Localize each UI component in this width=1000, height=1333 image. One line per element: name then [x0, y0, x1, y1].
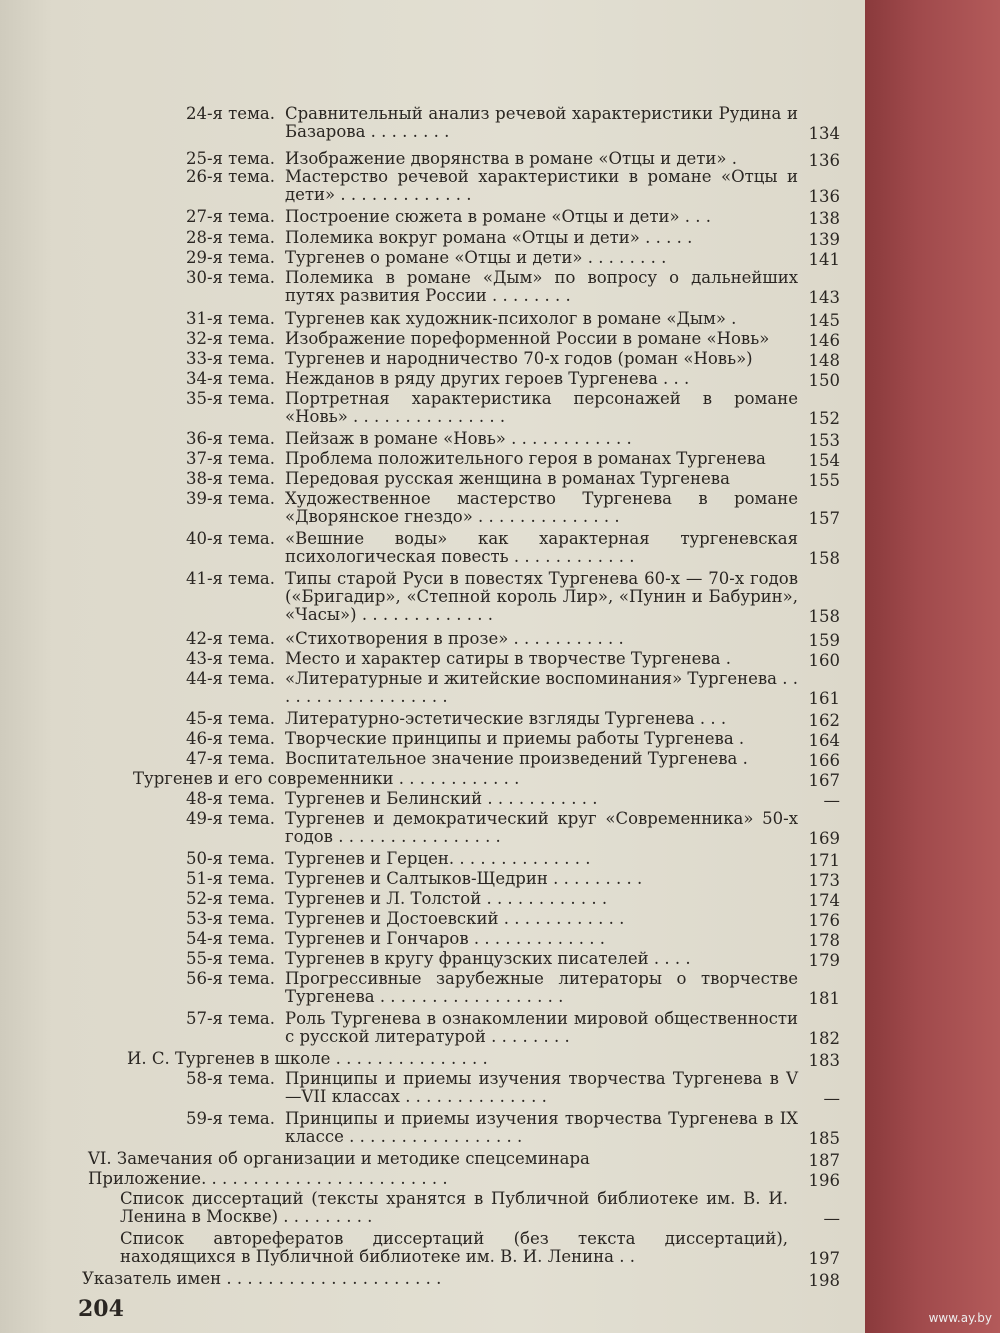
toc-entry-page: 198	[808, 1271, 840, 1290]
toc-entry-page: 134	[808, 124, 840, 143]
toc-entry-title: Изображение пореформенной России в романе «Новь»	[285, 329, 770, 348]
toc-entry-number: 40-я тема.	[185, 529, 275, 548]
toc-entry-title: Тургенев о романе «Отцы и дети» . . . . . . . .	[285, 248, 667, 267]
toc-entry-title: Портретная характеристика персонажей в романе «Новь» . . . . . . . . . . . . . . .	[285, 389, 798, 426]
toc-entry-title: Тургенев и демократический круг «Современника» 50-х годов . . . . . . . . . . . . . . . .	[285, 809, 798, 846]
toc-entry-number: 39-я тема.	[185, 489, 275, 508]
toc-entry-page: 164	[808, 731, 840, 750]
toc-entry-page: 159	[808, 631, 840, 650]
toc-entry-page: 155	[808, 471, 840, 490]
toc-entry-page: 174	[808, 891, 840, 910]
toc-entry-title: Сравнительный анализ речевой характеристики Рудина и Базарова . . . . . . . .	[285, 104, 798, 141]
toc-entry-page: 145	[808, 311, 840, 330]
toc-entry-title: «Литературные и житейские воспоминания» Тургенева . . . . . . . . . . . . . . . . . .	[285, 669, 798, 706]
toc-entry-page: —	[823, 1209, 840, 1228]
toc-entry-page: 176	[808, 911, 840, 930]
toc-entry-number: 36-я тема.	[185, 429, 275, 448]
toc-entry-title: «Стихотворения в прозе» . . . . . . . . . . .	[285, 629, 624, 648]
toc-entry-title: Тургенев в кругу французских писателей . . . .	[285, 949, 691, 968]
toc-entry-number: 54-я тема.	[185, 929, 275, 948]
toc-entry-title: Тургенев и Герцен. . . . . . . . . . . . . .	[285, 849, 591, 868]
toc-entry-title: Тургенев как художник-психолог в романе «Дым» .	[285, 309, 737, 328]
toc-entry-number: 38-я тема.	[185, 469, 275, 488]
toc-entry-title: Литературно-эстетические взгляды Тургенева . . .	[285, 709, 727, 728]
toc-entry-page: 158	[808, 607, 840, 626]
toc-entry-page: 169	[808, 829, 840, 848]
toc-entry-number: 59-я тема.	[185, 1109, 275, 1128]
page-number: 204	[78, 1296, 124, 1322]
toc-entry-title: Тургенев и его современники . . . . . . . . . . . .	[133, 769, 520, 788]
toc-entry-page: 152	[808, 409, 840, 428]
watermark: www.ay.by	[928, 1311, 992, 1325]
toc-entry-page: 182	[808, 1029, 840, 1048]
toc-entry-title: Тургенев и Л. Толстой . . . . . . . . . . . .	[285, 889, 608, 908]
toc-entry-number: 43-я тема.	[185, 649, 275, 668]
toc-entry-title: Нежданов в ряду других героев Тургенева . . .	[285, 369, 690, 388]
toc-entry-title: Художественное мастерство Тургенева в романе «Дворянское гнездо» . . . . . . . . . . . . . .	[285, 489, 798, 526]
toc-entry-number: 51-я тема.	[185, 869, 275, 888]
toc-entry-number: 28-я тема.	[185, 228, 275, 247]
toc-entry-number: 52-я тема.	[185, 889, 275, 908]
toc-entry-number: 27-я тема.	[185, 207, 275, 226]
toc-entry-title: Передовая русская женщина в романах Тургенева	[285, 469, 730, 488]
toc-entry-page: 153	[808, 431, 840, 450]
toc-entry-title: Прогрессивные зарубежные литераторы о творчестве Тургенева . . . . . . . . . . . . . . . . . .	[285, 969, 798, 1006]
toc-entry-page: 157	[808, 509, 840, 528]
toc-entry-page: —	[823, 791, 840, 810]
toc-entry-page: —	[823, 1089, 840, 1108]
toc-entry-page: 178	[808, 931, 840, 950]
toc-entry-number: 41-я тема.	[185, 569, 275, 588]
toc-entry-page: 139	[808, 230, 840, 249]
toc-entry-title: Список авторефератов диссертаций (без текста диссертаций), находящихся в Публичной библиотеке им. В. И. Ленина . .	[120, 1229, 788, 1266]
toc-entry-number: 37-я тема.	[185, 449, 275, 468]
toc-entry-number: 49-я тема.	[185, 809, 275, 828]
toc-entry-number: 26-я тема.	[185, 167, 275, 186]
toc-entry-title: Место и характер сатиры в творчестве Тургенева .	[285, 649, 731, 668]
toc-entry-page: 150	[808, 371, 840, 390]
toc-entry-title: Принципы и приемы изучения творчества Тургенева в IX классе . . . . . . . . . . . . . . . . .	[285, 1109, 798, 1146]
toc-entry-title: Указатель имен . . . . . . . . . . . . . . . . . . . . .	[82, 1269, 442, 1288]
toc-entry-page: 173	[808, 871, 840, 890]
toc-entry-number: 42-я тема.	[185, 629, 275, 648]
toc-entry-page: 181	[808, 989, 840, 1008]
toc-entry-title: Типы старой Руси в повестях Тургенева 60-х — 70-х годов («Бригадир», «Степной король Лир», «Пунин и Бабурин», «Часы») . . . . . . . . . . . . .	[285, 569, 798, 624]
toc-entry-number: 53-я тема.	[185, 909, 275, 928]
toc-entry-number: 57-я тема.	[185, 1009, 275, 1028]
toc-entry-page: 162	[808, 711, 840, 730]
toc-entry-title: Тургенев и народничество 70-х годов (роман «Новь»)	[285, 349, 753, 368]
toc-entry-number: 56-я тема.	[185, 969, 275, 988]
toc-entry-page: 197	[808, 1249, 840, 1268]
toc-entry-number: 33-я тема.	[185, 349, 275, 368]
toc-entry-title: Творческие принципы и приемы работы Тургенева .	[285, 729, 745, 748]
toc-entry-page: 187	[808, 1151, 840, 1170]
toc-entry-page: 185	[808, 1129, 840, 1148]
toc-entry-number: 48-я тема.	[185, 789, 275, 808]
toc-entry-page: 136	[808, 187, 840, 206]
toc-entry-number: 58-я тема.	[185, 1069, 275, 1088]
toc-entry-page: 196	[808, 1171, 840, 1190]
toc-entry-number: 30-я тема.	[185, 268, 275, 287]
toc-entry-title: Изображение дворянства в романе «Отцы и дети» .	[285, 149, 738, 168]
toc-entry-title: Тургенев и Белинский . . . . . . . . . . .	[285, 789, 598, 808]
toc-entry-title: Список диссертаций (тексты хранятся в Публичной библиотеке им. В. И. Ленина в Москве) . . . . . . . . .	[120, 1189, 788, 1226]
toc-entry-number: 35-я тема.	[185, 389, 275, 408]
toc-entry-page: 171	[808, 851, 840, 870]
toc-entry-page: 167	[808, 771, 840, 790]
toc-entry-title: Принципы и приемы изучения творчества Тургенева в V—VII классах . . . . . . . . . . . . . .	[285, 1069, 798, 1106]
toc-entry-title: VI. Замечания об организации и методике спецсеминара	[88, 1149, 590, 1168]
toc-entry-number: 45-я тема.	[185, 709, 275, 728]
toc-entry-title: Построение сюжета в романе «Отцы и дети» . . .	[285, 207, 712, 226]
toc-entry-number: 46-я тема.	[185, 729, 275, 748]
toc-entry-number: 50-я тема.	[185, 849, 275, 868]
toc-entry-title: Мастерство речевой характеристики в романе «Отцы и дети» . . . . . . . . . . . . .	[285, 167, 798, 204]
toc-entry-page: 160	[808, 651, 840, 670]
toc-entry-title: Проблема положительного героя в романах Тургенева	[285, 449, 766, 468]
toc-entry-page: 141	[808, 250, 840, 269]
toc-entry-number: 31-я тема.	[185, 309, 275, 328]
toc-entry-number: 32-я тема.	[185, 329, 275, 348]
toc-entry-title: «Вешние воды» как характерная тургеневская психологическая повесть . . . . . . . . . . . .	[285, 529, 798, 566]
toc-entry-page: 148	[808, 351, 840, 370]
toc-entry-title: Воспитательное значение произведений Тургенева .	[285, 749, 748, 768]
toc-entry-title: Приложение. . . . . . . . . . . . . . . . . . . . . . . .	[88, 1169, 448, 1188]
toc-entry-number: 44-я тема.	[185, 669, 275, 688]
toc-entry-title: Роль Тургенева в ознакомлении мировой общественности с русской литературой . . . . . . . .	[285, 1009, 798, 1046]
toc-entry-number: 29-я тема.	[185, 248, 275, 267]
toc-entry-title: Тургенев и Достоевский . . . . . . . . . . . .	[285, 909, 625, 928]
toc-entry-page: 136	[808, 151, 840, 170]
toc-entry-page: 138	[808, 209, 840, 228]
toc-entry-title: Тургенев и Салтыков-Щедрин . . . . . . . . .	[285, 869, 643, 888]
toc-entry-title: Полемика в романе «Дым» по вопросу о дальнейших путях развития России . . . . . . . .	[285, 268, 798, 305]
toc-entry-title: Тургенев и Гончаров . . . . . . . . . . . . .	[285, 929, 605, 948]
toc-entry-number: 24-я тема.	[185, 104, 275, 123]
toc-entry-title: Полемика вокруг романа «Отцы и дети» . . . . .	[285, 228, 693, 247]
toc-entry-page: 154	[808, 451, 840, 470]
toc-entry-page: 146	[808, 331, 840, 350]
book-cover-edge	[865, 0, 1000, 1333]
toc-entry-page: 179	[808, 951, 840, 970]
toc-entry-number: 55-я тема.	[185, 949, 275, 968]
toc-entry-number: 25-я тема.	[185, 149, 275, 168]
toc-entry-page: 166	[808, 751, 840, 770]
toc-entry-number: 47-я тема.	[185, 749, 275, 768]
toc-entry-title: И. С. Тургенев в школе . . . . . . . . . . . . . . .	[127, 1049, 488, 1068]
toc-entry-page: 158	[808, 549, 840, 568]
toc-entry-page: 183	[808, 1051, 840, 1070]
toc-entry-title: Пейзаж в романе «Новь» . . . . . . . . . . . .	[285, 429, 632, 448]
toc-entry-page: 143	[808, 288, 840, 307]
toc-entry-number: 34-я тема.	[185, 369, 275, 388]
toc-entry-page: 161	[808, 689, 840, 708]
